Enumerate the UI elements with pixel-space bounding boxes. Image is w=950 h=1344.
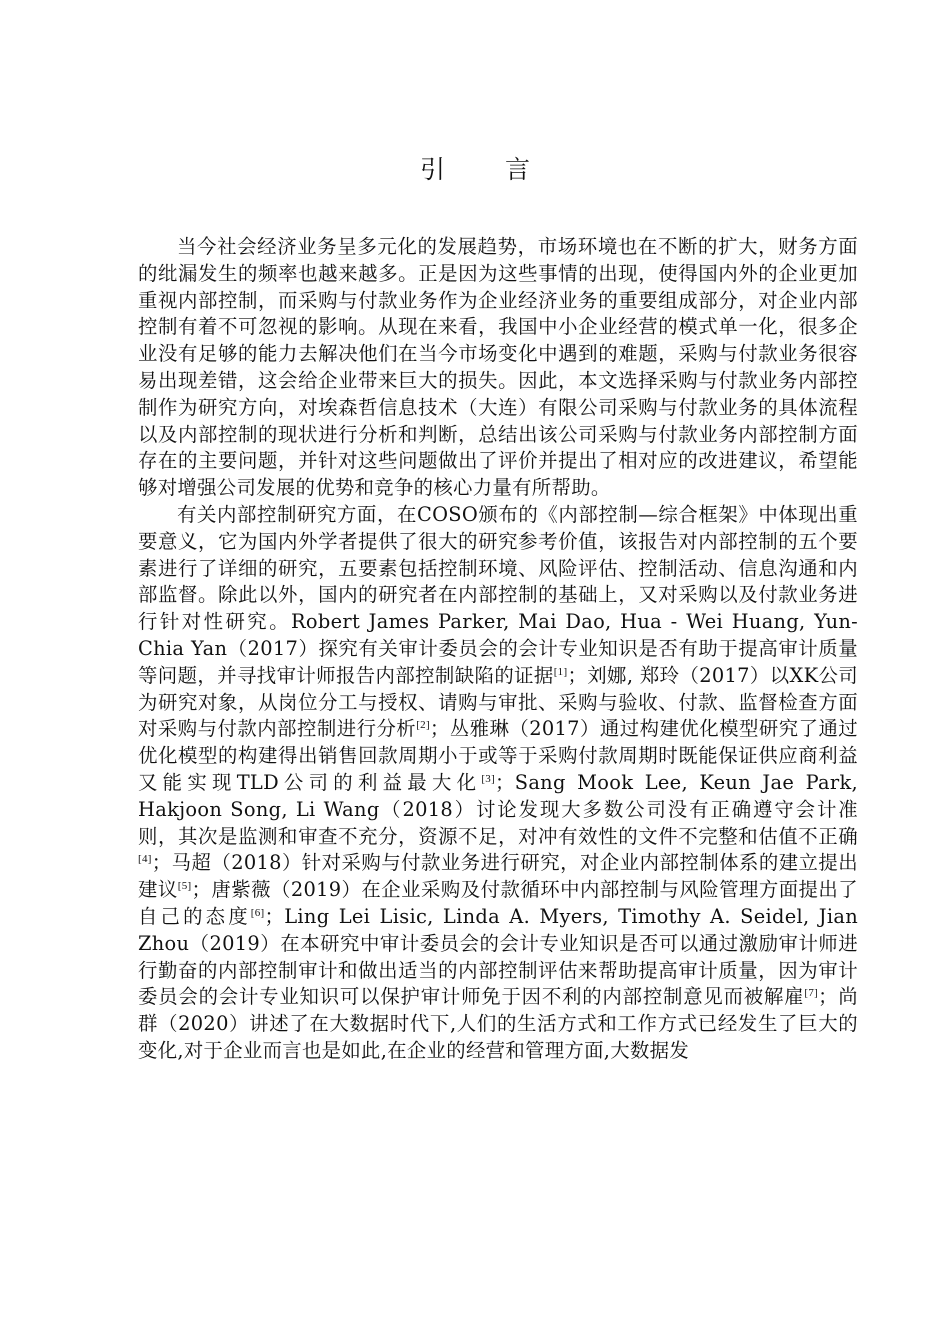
paragraph-text: ；丛雅琳（2017）通过构建优化模型研究了通过优化模型的构建得出销售回款周期小于或等于采购付款周期时既能保证供应商利益又能实现TLD公司的利益最大化 xyxy=(138,717,858,794)
paragraph-text: ；唐紫薇（2019）在企业采购及付款循环中内部控制与风险管理方面提出了自己的态度 xyxy=(138,878,858,928)
citation-reference: [2] xyxy=(416,719,430,732)
paragraph xyxy=(138,502,858,1065)
citation-reference: [7] xyxy=(804,987,819,1000)
citation-reference: [1] xyxy=(553,665,568,678)
paragraph-text: 有关内部控制研究方面，在COSO颁布的《内部控制—综合框架》中体现出重要意义，它为国内外学者提供了很大的研究参考价值，该报告对内部控制的五个要素进行了详细的研究，五要素包括控制环境、风险评估、控制活动、信息沟通和内部监督。除此以外，国内的研究者在内部控制的基础上，又对采购以及付款业务进行针对性研究。Robert James Parker, Mai Dao, Hua - Wei Huang, Yun-Chia Yan（2017）探究有关审计委员会的会计专业知识是否有助于提高审计质量等问题，并寻找审计师报告内部控制缺陷的证据 xyxy=(138,502,858,687)
paragraph-text: ；Sang Mook Lee, Keun Jae Park, Hakjoon Song, Li Wang（2018）讨论发现大多数公司没有正确遵守会计准则，其次是监测和审查不充分，资源不足，对冲有效性的文件不完整和估值不正确 xyxy=(138,770,858,848)
paragraph-text: ；Ling Lei Lisic, Linda A. Myers, Timothy A. Seidel, Jian Zhou（2019）在本研究中审计委员会的会计专业知识是否可以通过激励审计师进行勤奋的内部控制审计和做出适当的内部控制评估来帮助提高审计质量，因为审计委员会的会计专业知识可以保护审计师免于因不利的内部控制意见而被解雇 xyxy=(138,904,858,1009)
paragraph-text: ；马超（2018）针对采购与付款业务进行研究，对企业内部控制体系的建立提出建议 xyxy=(138,851,858,902)
citation-reference: [4] xyxy=(138,853,152,866)
citation-reference: [5] xyxy=(177,880,192,893)
section-heading: 引 言 xyxy=(420,155,556,184)
paragraph xyxy=(138,234,858,502)
paragraph-text: ；尚群（2020）讲述了在大数据时代下,人们的生活方式和工作方式已经发生了巨大的变化,对于企业而言也是如此,在企业的经营和管理方面,大数据发 xyxy=(138,985,858,1062)
paragraph-text: ；刘娜, 郑玲（2017）以XK公司为研究对象，从岗位分工与授权、请购与审批、采购与验收、付款、监督检查方面对采购与付款内部控制进行分析 xyxy=(138,663,858,741)
citation-reference: [3] xyxy=(481,772,496,785)
body-text xyxy=(138,234,858,1065)
paragraph-text: 当今社会经济业务呈多元化的发展趋势，市场环境也在不断的扩大，财务方面的纰漏发生的频率也越来越多。正是因为这些事情的出现，使得国内外的企业更加重视内部控制，而采购与付款业务作为企业经济业务的重要组成部分，对企业内部控制有着不可忽视的影响。从现在来看，我国中小企业经营的模式单一化，很多企业没有足够的能力去解决他们在当今市场变化中遇到的难题，采购与付款业务很容易出现差错，这会给企业带来巨大的损失。因此，本文选择采购与付款业务内部控制作为研究方向，对埃森哲信息技术（大连）有限公司采购与付款业务的具体流程以及内部控制的现状进行分析和判断，总结出该公司采购与付款业务内部控制方面存在的主要问题，并针对这些问题做出了评价并提出了相对应的改进建议，希望能够对增强公司发展的优势和竞争的核心力量有所帮助。 xyxy=(138,235,858,500)
citation-reference: [6] xyxy=(250,906,265,919)
